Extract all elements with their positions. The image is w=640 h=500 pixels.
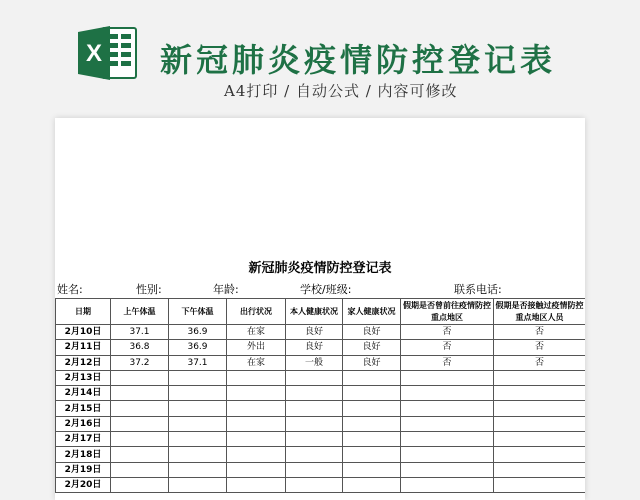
table-cell[interactable] [343, 370, 401, 385]
excel-logo-icon [78, 24, 138, 82]
table-row [56, 477, 586, 492]
table-cell[interactable] [227, 462, 286, 477]
table-cell[interactable] [401, 401, 494, 416]
table-cell[interactable] [227, 477, 286, 492]
table-cell[interactable]: 36.9 [169, 325, 227, 340]
table-cell[interactable] [111, 447, 169, 462]
table-cell[interactable] [286, 447, 343, 462]
table-cell[interactable] [111, 401, 169, 416]
table-cell[interactable]: 36.8 [111, 340, 169, 355]
col-header: 假期是否接触过疫情防控重点地区人员 [494, 299, 586, 325]
date-cell[interactable]: 2月11日 [56, 340, 111, 355]
table-cell[interactable] [286, 432, 343, 447]
col-header: 假期是否曾前往疫情防控重点地区 [401, 299, 494, 325]
table-row [56, 386, 586, 401]
table-cell[interactable]: 否 [401, 325, 494, 340]
table-cell[interactable] [111, 477, 169, 492]
table-cell[interactable]: 在家 [227, 325, 286, 340]
table-cell[interactable] [227, 401, 286, 416]
table-cell[interactable] [401, 416, 494, 431]
banner [0, 0, 640, 118]
table-cell[interactable] [494, 416, 586, 431]
table-cell[interactable] [227, 386, 286, 401]
banner-title: 新冠肺炎疫情防控登记表 [160, 41, 557, 79]
table-cell[interactable]: 良好 [286, 340, 343, 355]
date-cell[interactable]: 2月14日 [56, 386, 111, 401]
table-cell[interactable] [169, 462, 227, 477]
table-cell[interactable] [286, 477, 343, 492]
phone-label: 联系电话: [454, 283, 502, 296]
table-cell[interactable] [111, 416, 169, 431]
table-cell[interactable] [494, 370, 586, 385]
col-header: 本人健康状况 [286, 299, 343, 325]
table-cell[interactable] [494, 401, 586, 416]
table-cell[interactable] [169, 386, 227, 401]
table-cell[interactable] [227, 416, 286, 431]
col-header: 上午体温 [111, 299, 169, 325]
table-cell[interactable] [401, 477, 494, 492]
worksheet-page [55, 118, 585, 500]
table-row [56, 370, 586, 385]
date-cell[interactable]: 2月19日 [56, 462, 111, 477]
table-cell[interactable] [494, 477, 586, 492]
school-class-label: 学校/班级: [300, 283, 352, 296]
table-row [56, 325, 586, 340]
gender-label: 性别: [136, 283, 162, 296]
table-cell[interactable]: 37.1 [169, 355, 227, 370]
table-cell[interactable] [169, 447, 227, 462]
table-cell[interactable] [494, 462, 586, 477]
table-cell[interactable] [494, 432, 586, 447]
table-cell[interactable] [401, 432, 494, 447]
table-cell[interactable]: 否 [401, 355, 494, 370]
registration-table [55, 298, 585, 493]
table-cell[interactable]: 在家 [227, 355, 286, 370]
table-cell[interactable] [169, 416, 227, 431]
table-cell[interactable]: 良好 [343, 325, 401, 340]
date-cell[interactable]: 2月12日 [56, 355, 111, 370]
table-cell[interactable] [401, 370, 494, 385]
table-cell[interactable] [343, 432, 401, 447]
name-label: 姓名: [57, 283, 83, 296]
banner-subtitle: A4打印 / 自动公式 / 内容可修改 [224, 82, 458, 100]
table-cell[interactable] [343, 416, 401, 431]
table-cell[interactable]: 否 [494, 355, 586, 370]
col-header: 出行状况 [227, 299, 286, 325]
table-row [56, 416, 586, 431]
table-cell[interactable] [343, 477, 401, 492]
table-cell[interactable]: 否 [401, 340, 494, 355]
date-cell[interactable]: 2月17日 [56, 432, 111, 447]
date-cell[interactable]: 2月20日 [56, 477, 111, 492]
table-cell[interactable] [494, 386, 586, 401]
date-cell[interactable]: 2月15日 [56, 401, 111, 416]
age-label: 年龄: [213, 283, 239, 296]
table-cell[interactable] [494, 447, 586, 462]
table-cell[interactable] [286, 386, 343, 401]
table-cell[interactable] [401, 386, 494, 401]
table-cell[interactable]: 外出 [227, 340, 286, 355]
col-header: 下午体温 [169, 299, 227, 325]
table-cell[interactable] [343, 386, 401, 401]
table-cell[interactable] [111, 462, 169, 477]
table-cell[interactable] [227, 370, 286, 385]
table-cell[interactable] [169, 401, 227, 416]
date-cell[interactable]: 2月10日 [56, 325, 111, 340]
table-row [56, 432, 586, 447]
table-header-row [56, 299, 586, 325]
table-row [56, 462, 586, 477]
table-cell[interactable] [286, 462, 343, 477]
table-cell[interactable]: 一般 [286, 355, 343, 370]
table-cell[interactable]: 良好 [343, 340, 401, 355]
table-cell[interactable] [343, 447, 401, 462]
table-cell[interactable] [111, 370, 169, 385]
date-cell[interactable]: 2月13日 [56, 370, 111, 385]
table-cell[interactable] [286, 416, 343, 431]
sheet-title: 新冠肺炎疫情防控登记表 [248, 261, 392, 276]
table-cell[interactable] [169, 477, 227, 492]
table-cell[interactable] [111, 432, 169, 447]
date-cell[interactable]: 2月16日 [56, 416, 111, 431]
table-cell[interactable] [343, 462, 401, 477]
table-cell[interactable]: 良好 [286, 325, 343, 340]
table-cell[interactable]: 否 [494, 325, 586, 340]
table-row [56, 355, 586, 370]
table-cell[interactable] [286, 401, 343, 416]
table-cell[interactable]: 36.9 [169, 340, 227, 355]
date-cell[interactable]: 2月18日 [56, 447, 111, 462]
table-cell[interactable] [286, 370, 343, 385]
table-cell[interactable] [169, 432, 227, 447]
table-cell[interactable]: 良好 [343, 355, 401, 370]
table-cell[interactable]: 37.2 [111, 355, 169, 370]
table-cell[interactable] [343, 401, 401, 416]
table-cell[interactable]: 37.1 [111, 325, 169, 340]
table-cell[interactable]: 否 [494, 340, 586, 355]
table-row [56, 340, 586, 355]
table-cell[interactable] [227, 432, 286, 447]
table-cell[interactable] [169, 370, 227, 385]
table-cell[interactable] [401, 462, 494, 477]
col-header: 日期 [56, 299, 111, 325]
col-header: 家人健康状况 [343, 299, 401, 325]
svg-text:X: X [85, 40, 103, 67]
table-row [56, 447, 586, 462]
info-row [55, 283, 585, 297]
table-cell[interactable] [111, 386, 169, 401]
table-row [56, 401, 586, 416]
table-cell[interactable] [401, 447, 494, 462]
table-cell[interactable] [227, 447, 286, 462]
